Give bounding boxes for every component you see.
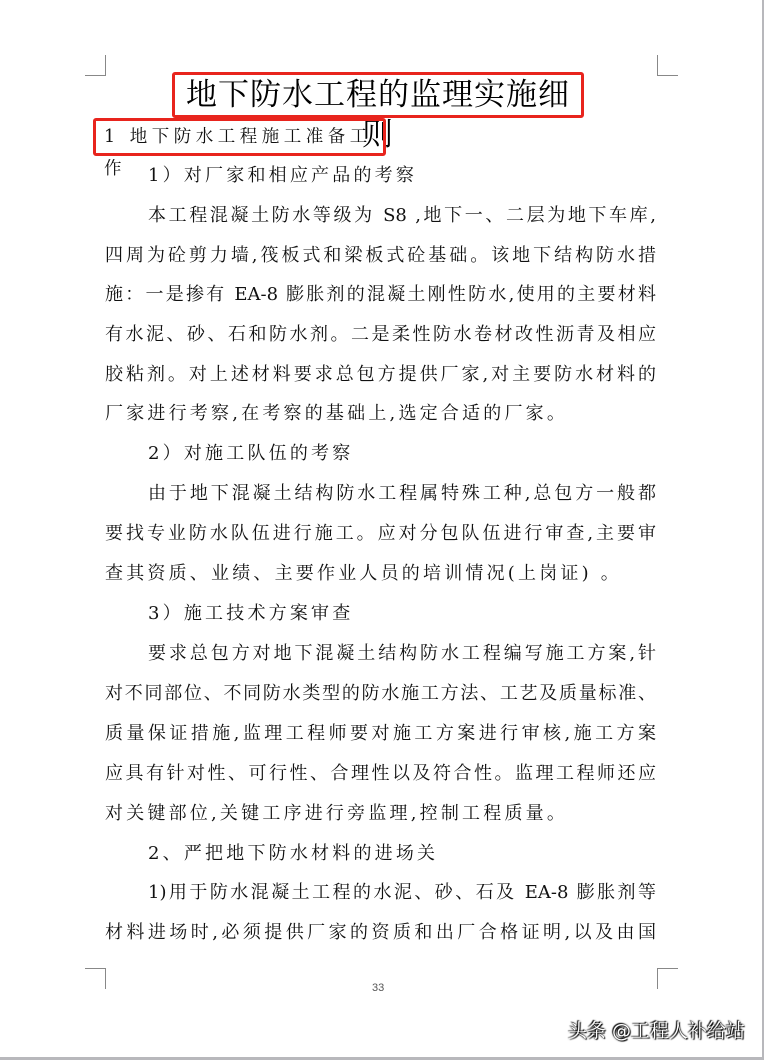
paragraph-line: 施：一是掺有 EA-8 膨胀剂的混凝土刚性防水,使用的主要材料 xyxy=(105,284,656,305)
paragraph-line: 要求总包方对地下混凝土结构防水工程编写施工方案,针 xyxy=(148,643,656,664)
paragraph-line: 厂家进行考察,在考察的基础上,选定合适的厂家。 xyxy=(105,403,569,424)
paragraph-line: 要找专业防水队伍进行施工。应对分包队伍进行审查,主要审 xyxy=(105,523,656,544)
paragraph-line: 1)用于防水混凝土工程的水泥、砂、石及 EA-8 膨胀剂等 xyxy=(148,882,656,903)
subheading: 1）对厂家和相应产品的考察 xyxy=(148,165,418,186)
paragraph-line: 材料进场时,必须提供厂家的资质和出厂合格证明,以及由国 xyxy=(105,922,656,943)
paragraph-line: 胶粘剂。对上述材料要求总包方提供厂家,对主要防水材料的 xyxy=(105,364,656,385)
crop-mark-bottom-left xyxy=(85,968,106,989)
page-number: 33 xyxy=(372,982,385,994)
paragraph-line: 由于地下混凝土结构防水工程属特殊工种,总包方一般都 xyxy=(148,483,656,504)
title-highlight-box xyxy=(172,72,584,153)
paragraph-line: 应具有针对性、可行性、合理性以及符合性。监理工程师还应 xyxy=(105,763,656,784)
paragraph-line: 质量保证措施,监理工程师要对施工方案进行审核,施工方案 xyxy=(105,723,656,744)
document-title: 地下防水工程的监理实施细则 xyxy=(186,77,570,153)
crop-mark-top-right xyxy=(657,55,678,76)
crop-mark-bottom-right xyxy=(657,968,678,989)
paragraph-line: 对不同部位、不同防水类型的防水施工方法、工艺及质量标准、 xyxy=(105,683,656,704)
section-heading: 1 地下防水工程施工准备工作 xyxy=(104,127,372,179)
paragraph-line: 四周为砼剪力墙,筏板式和梁板式砼基础。该地下结构防水措 xyxy=(105,245,656,266)
paragraph-line: 本工程混凝土防水等级为 S8 ,地下一、二层为地下车库, xyxy=(148,205,656,226)
subheading: 2）对施工队伍的考察 xyxy=(148,443,354,464)
paragraph-line: 查其资质、业绩、主要作业人员的培训情况(上岗证) 。 xyxy=(105,563,622,584)
paragraph-line: 有水泥、砂、石和防水剂。二是柔性防水卷材改性沥青及相应 xyxy=(105,324,656,345)
crop-mark-top-left xyxy=(85,55,106,76)
watermark: 头条 @工程人补给站 xyxy=(568,1020,746,1042)
paragraph-line: 对关键部位,关键工序进行旁监理,控制工程质量。 xyxy=(105,803,569,824)
subheading: 2、严把地下防水材料的进场关 xyxy=(148,843,439,864)
subheading: 3）施工技术方案审查 xyxy=(148,603,354,624)
